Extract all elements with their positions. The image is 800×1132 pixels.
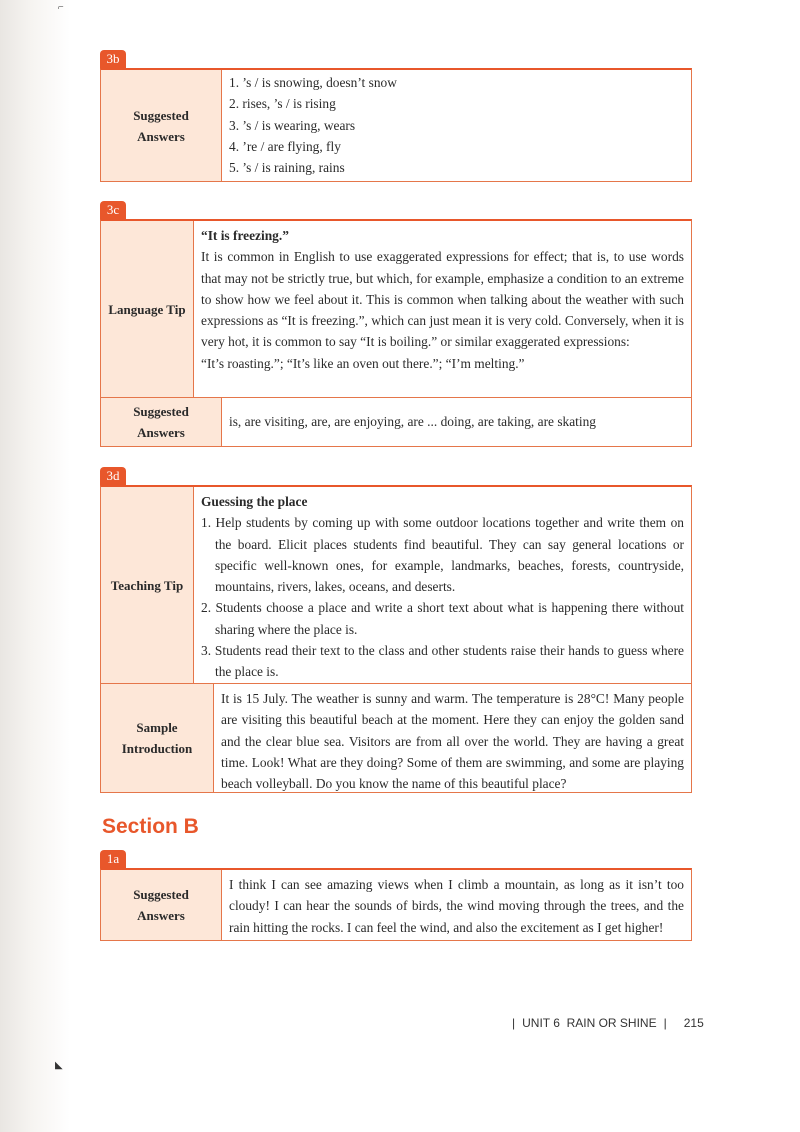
page-edge-shadow	[0, 0, 70, 1132]
tip-step: 2. Students choose a place and write a short text about what is happening there without sharing where the place is.	[201, 600, 684, 637]
row-language-tip	[101, 221, 691, 397]
label-suggested-answers-3c: Suggested Answers	[101, 398, 222, 446]
tag-3d: 3d	[100, 467, 126, 485]
answer-item: 1. ’s / is snowing, doesn’t snow	[229, 75, 397, 90]
footer-divider: |	[512, 1016, 516, 1030]
row-sample-introduction	[101, 683, 691, 792]
table-3c	[100, 219, 692, 447]
answers-1a: I think I can see amazing views when I climb a mountain, as long as it isn’t too cloudy! I can hear the sounds of birds, the wind moving through the trees, and the rain hitting the rocks. I can feel the wind, and also the excitement as I get higher!	[229, 877, 684, 935]
row-teaching-tip	[101, 487, 691, 683]
tag-3c: 3c	[100, 201, 126, 219]
label-suggested-answers-1a: Suggested Answers	[101, 870, 222, 940]
label-language-tip: Language Tip	[101, 221, 194, 397]
table-1a	[100, 868, 692, 941]
tip-step: 1. Help students by coming up with some outdoor locations together and write them on the board. Elicit places students find beautiful. They can say general locations or specific well-known ones, for example, landmarks, beaches, forests, countryside, mountains, rivers, lakes, oceans, and deserts.	[201, 515, 684, 595]
tip-body: It is common in English to use exaggerated expressions for effect; that is, to use words that may not be strictly true, but which, for example, emphasize a condition to an extreme to show how we feel about it. This is common when talking about the weather with such expressions as “It is freezing.”, which can just mean it is very cold. Conversely, when it is very hot, it is common to say “It is boiling.” or similar exaggerated expressions:	[201, 249, 684, 350]
teaching-tip-content	[194, 487, 691, 683]
row-suggested-answers	[101, 70, 691, 181]
language-tip-content	[194, 221, 691, 397]
table-3b	[100, 68, 692, 182]
tip-title-3d: Guessing the place	[201, 494, 308, 509]
answer-item: 4. ’re / are flying, fly	[229, 138, 341, 154]
tip-step: 3. Students read their text to the class and other students raise their hands to guess where the place is.	[201, 643, 684, 680]
answer-item: 5. ’s / is raining, rains	[229, 160, 345, 176]
crop-mark: ⌐	[58, 2, 64, 13]
page-footer	[505, 1016, 704, 1030]
answers-3c: is, are visiting, are, are enjoying, are ... doing, are taking, are skating	[229, 414, 597, 430]
footer-title: RAIN OR SHINE	[566, 1016, 657, 1030]
label-teaching-tip: Teaching Tip	[101, 487, 194, 683]
tip-examples: “It’s roasting.”; “It’s like an oven out there.”; “I’m melting.”	[201, 355, 525, 371]
sample-introduction-text: It is 15 July. The weather is sunny and warm. The temperature is 28°C! Many people are visiting this beautiful beach at the moment. Here they can enjoy the golden sand and the clear blue sea. Visitors are from all over the world. They are having a great time. Look! What are they doing? Some of them are swimming, and some are playing beach volleyball. Do you know the name of this beautiful place?	[221, 691, 684, 792]
footer-unit: UNIT 6	[522, 1016, 560, 1030]
section-title: Section B	[102, 815, 199, 838]
label-sample-introduction: Sample Introduction	[101, 684, 214, 792]
answers-list	[222, 70, 691, 181]
answer-item: 3. ’s / is wearing, wears	[229, 117, 356, 133]
page-number: 215	[683, 1016, 704, 1030]
tag-3b: 3b	[100, 50, 126, 68]
row-suggested-answers-1a	[101, 870, 691, 940]
tag-1a: 1a	[100, 850, 126, 868]
answer-item: 2. rises, ’s / is rising	[229, 96, 336, 112]
row-suggested-answers-3c	[101, 397, 691, 446]
table-3d	[100, 485, 692, 793]
crop-mark-bottom: ◣	[55, 1060, 63, 1071]
tip-title: “It is freezing.”	[201, 228, 289, 243]
footer-divider: |	[663, 1016, 667, 1030]
label-suggested-answers: Suggested Answers	[101, 70, 222, 181]
